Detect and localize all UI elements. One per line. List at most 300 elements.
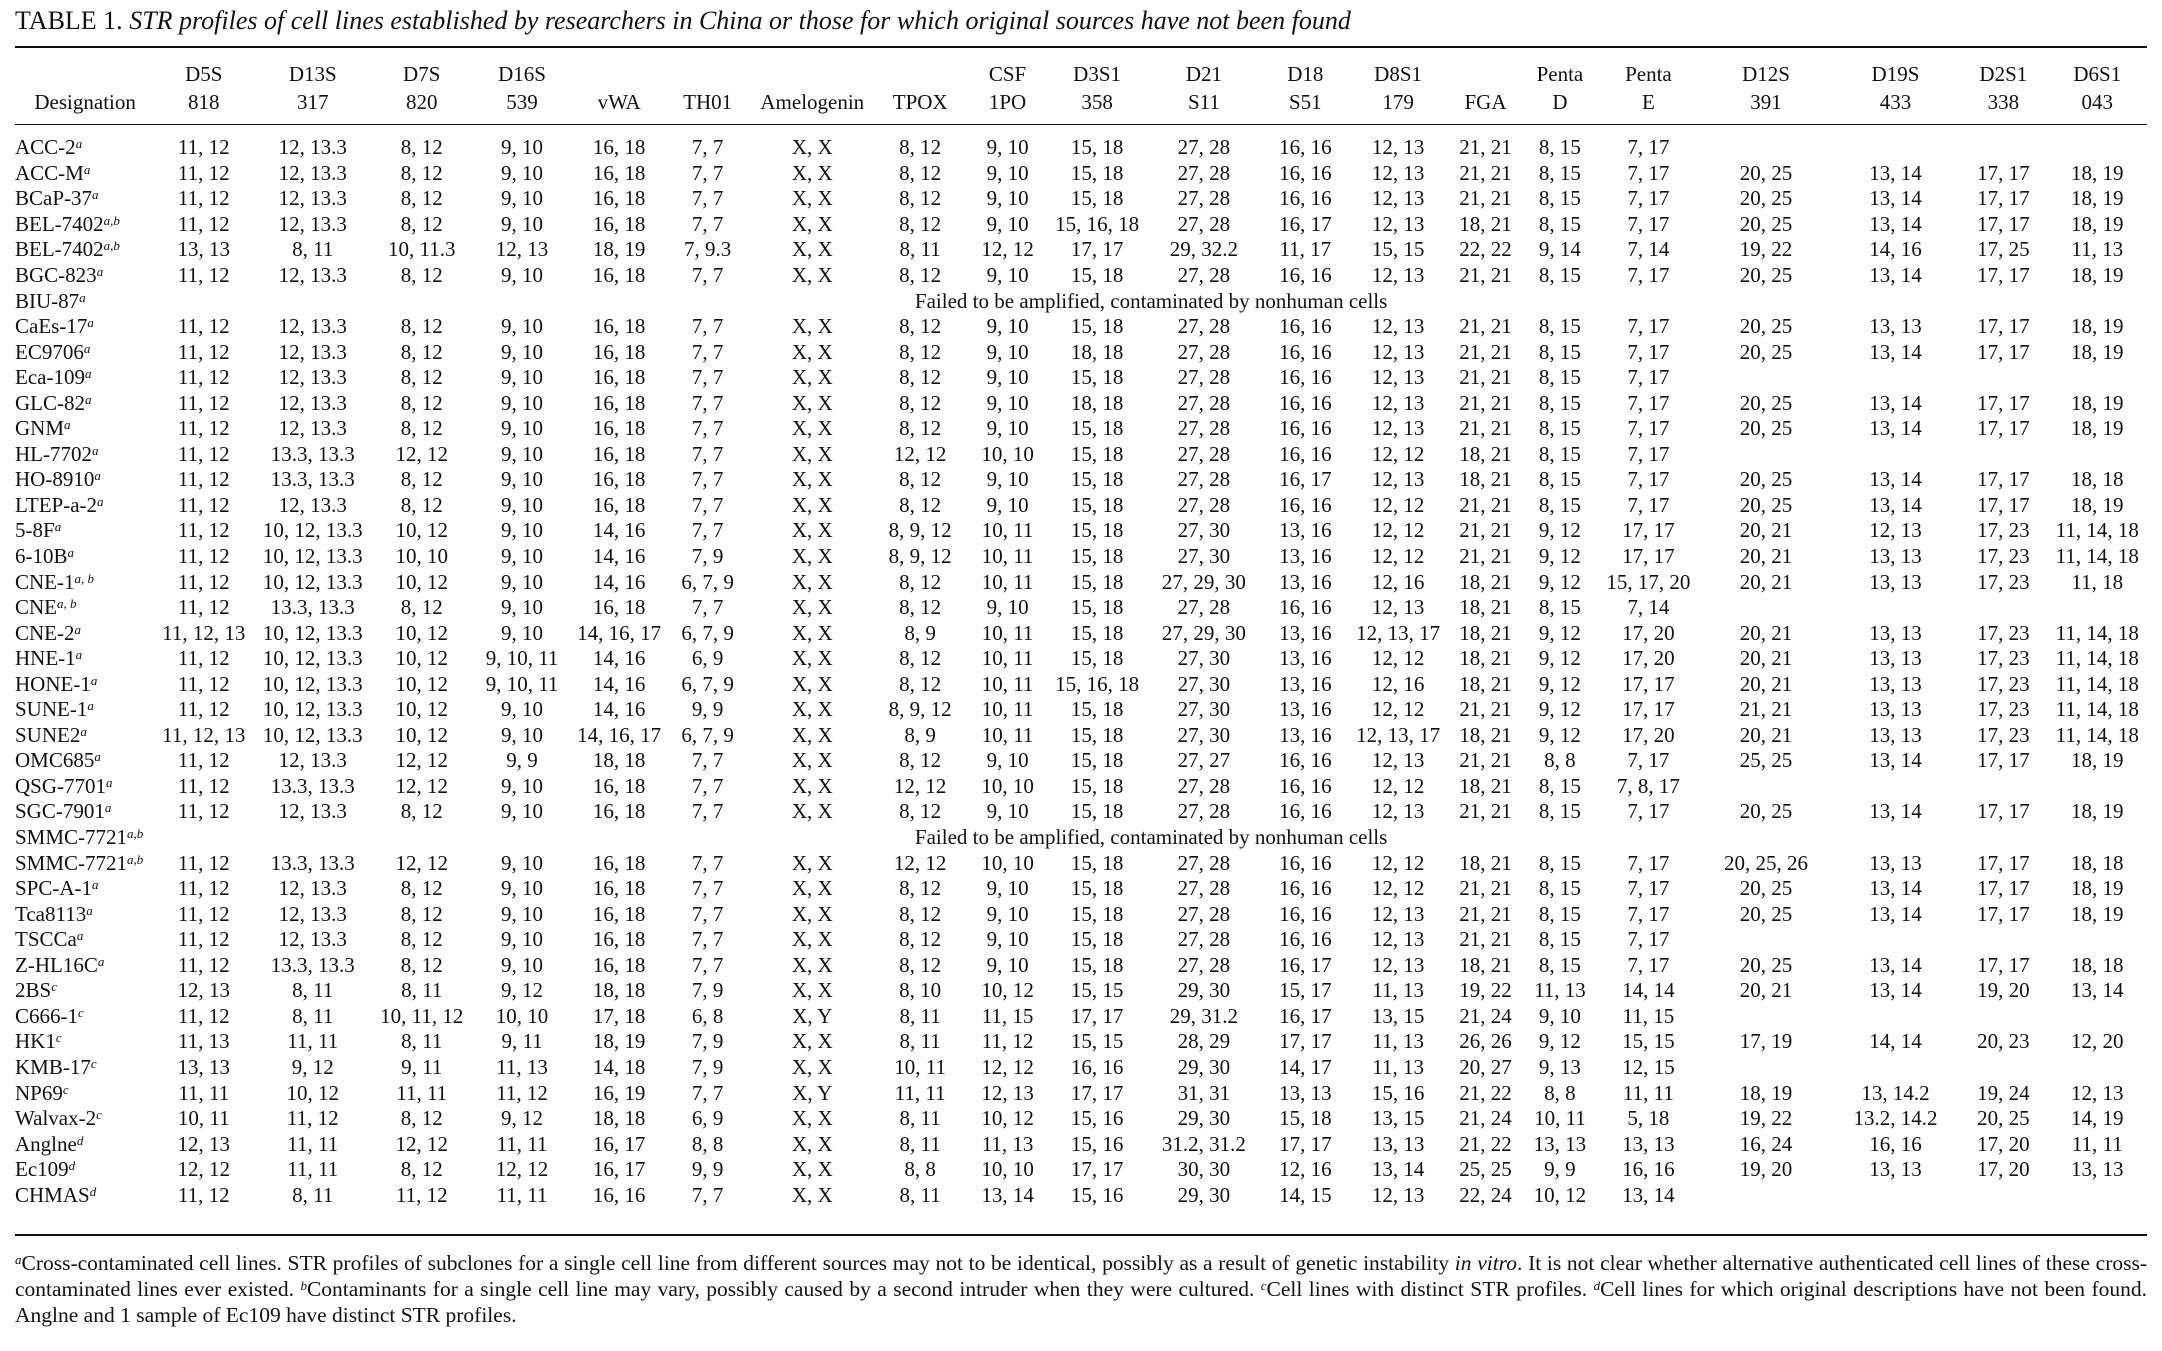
allele-cell: 18, 19: [2071, 211, 2124, 236]
allele-cell: 16, 16: [1279, 850, 1332, 875]
allele-cell: 27, 29, 30: [1161, 569, 1246, 594]
allele-cell: X, X: [791, 697, 833, 722]
designation-name: SMMC-7721: [15, 850, 128, 875]
allele-cell: 20, 25: [1739, 186, 1793, 211]
allele-cell: 11, 14, 18: [2055, 620, 2139, 645]
allele-cell: 29, 30: [1177, 978, 1231, 1003]
cell-designation: [15, 1004, 155, 1030]
allele-cell: 18, 19: [2071, 876, 2124, 901]
column-header-top: D6S1: [2073, 62, 2122, 86]
cell-designation: [15, 416, 155, 442]
allele-cell: 9, 10: [986, 135, 1029, 160]
designation-footnote-mark: d: [76, 1132, 84, 1148]
cell-designation: [15, 876, 155, 902]
allele-cell: 6, 7, 9: [681, 722, 734, 747]
allele-cell: 7, 7: [691, 595, 724, 620]
allele-cell: 15, 18: [1070, 467, 1124, 492]
allele-cell: [2048, 1182, 2147, 1208]
allele-cell: 8, 11: [401, 978, 443, 1003]
allele-cell: 7, 17: [1627, 952, 1670, 977]
designation-footnote-mark: a,b: [127, 826, 144, 842]
allele-cell: 11, 11: [1622, 1080, 1674, 1105]
allele-cell: 11, 12: [395, 1182, 448, 1207]
allele-cell: 7, 7: [691, 390, 724, 415]
column-header-top: Penta: [1625, 62, 1672, 86]
allele-cell: 13, 14: [1869, 211, 1922, 236]
allele-cell: 8, 12: [899, 160, 942, 185]
allele-cell: 17, 17: [1977, 186, 2030, 211]
allele-cell: 18, 21: [1459, 620, 1512, 645]
cell-designation: [15, 544, 155, 570]
column-header-bottom: 043: [2081, 90, 2114, 114]
allele-cell: 29, 30: [1177, 1054, 1231, 1079]
designation-name: HO-8910: [15, 467, 95, 492]
allele-cell: 9, 10: [501, 799, 544, 824]
allele-cell: 19, 20: [1977, 978, 2030, 1003]
allele-cell: 12, 13: [1371, 595, 1425, 620]
allele-cell: [2048, 1055, 2147, 1081]
allele-cell: 12, 13: [1371, 952, 1425, 977]
allele-cell: 8, 11: [899, 1182, 941, 1207]
allele-cell: 27, 28: [1177, 211, 1231, 236]
allele-cell: [1959, 365, 2047, 391]
table-row: [15, 518, 2147, 544]
allele-cell: 8, 15: [1538, 595, 1581, 620]
allele-cell: 16, 17: [592, 1157, 646, 1182]
allele-cell: 16, 16: [1279, 416, 1332, 441]
designation-name: HONE-1: [15, 671, 91, 696]
allele-cell: 9, 10: [501, 263, 544, 287]
allele-cell: 15, 18: [1070, 722, 1124, 747]
column-header: [967, 48, 1049, 125]
allele-cell: 6, 7, 9: [681, 620, 734, 645]
designation-footnote-mark: c: [55, 1030, 62, 1046]
allele-cell: 15, 18: [1279, 1106, 1332, 1131]
allele-cell: 13, 14: [981, 1182, 1034, 1207]
allele-cell: X, X: [791, 1054, 833, 1079]
allele-cell: 16, 16: [1279, 314, 1332, 339]
allele-cell: 27, 28: [1177, 339, 1231, 364]
allele-cell: 16, 16: [1279, 263, 1332, 287]
designation-name: OMC685: [15, 748, 95, 773]
allele-cell: 15, 18: [1070, 901, 1124, 926]
allele-cell: 27, 30: [1177, 646, 1231, 671]
allele-cell: 7, 17: [1627, 876, 1670, 901]
allele-cell: 8, 8: [904, 1157, 936, 1182]
allele-cell: 13, 13: [177, 1054, 231, 1079]
cell-designation: [15, 697, 155, 723]
allele-cell: 15, 16: [1371, 1080, 1425, 1105]
allele-cell: 11, 11: [287, 1029, 339, 1054]
allele-cell: 8, 12: [899, 901, 942, 926]
allele-cell: 10, 11: [981, 646, 1034, 671]
allele-cell: 10, 12, 13.3: [262, 544, 363, 569]
allele-cell: 7, 7: [691, 901, 724, 926]
allele-cell: 10, 12, 13.3: [262, 620, 363, 645]
allele-cell: 16, 17: [592, 1131, 646, 1156]
allele-cell: 17, 17: [1977, 952, 2030, 977]
allele-cell: 27, 28: [1177, 850, 1231, 875]
allele-cell: 11, 12: [177, 901, 230, 926]
column-header-bottom: S51: [1288, 90, 1322, 114]
allele-cell: 15, 18: [1070, 850, 1124, 875]
allele-cell: 12, 13.3: [278, 799, 347, 824]
allele-cell: 7, 17: [1627, 441, 1670, 466]
cell-designation: [15, 595, 155, 621]
allele-cell: 11, 12: [177, 748, 230, 773]
allele-cell: X, X: [791, 901, 833, 926]
allele-cell: 25, 25: [1459, 1157, 1512, 1182]
allele-cell: 11, 11: [178, 1080, 230, 1105]
allele-cell: 17, 23: [1977, 697, 2030, 722]
allele-cell: 16, 18: [592, 799, 646, 824]
allele-cell: 12, 13.3: [278, 901, 347, 926]
allele-cell: 10, 12, 13.3: [262, 646, 363, 671]
designation-footnote-mark: a,b: [127, 851, 144, 867]
allele-cell: 9, 10: [986, 467, 1029, 492]
allele-cell: 12, 12: [495, 1157, 549, 1182]
allele-cell: 11, 13: [1372, 978, 1424, 1003]
allele-cell: 18, 19: [2071, 314, 2124, 339]
allele-cell: 21, 21: [1459, 135, 1512, 160]
footnote-b-mark: b: [300, 1278, 307, 1293]
allele-cell: 12, 13: [1371, 211, 1425, 236]
allele-cell: 12, 13: [1869, 518, 1922, 543]
allele-cell: 27, 28: [1177, 595, 1231, 620]
allele-cell: 7, 7: [691, 492, 724, 517]
allele-cell: 8, 15: [1538, 135, 1581, 160]
allele-cell: 12, 13.3: [278, 492, 347, 517]
cell-designation: [15, 748, 155, 774]
allele-cell: 12, 12: [395, 748, 448, 773]
allele-cell: X, X: [791, 952, 833, 977]
allele-cell: 11, 12: [177, 773, 230, 798]
allele-cell: 11, 12: [981, 1029, 1034, 1054]
allele-cell: [1832, 1182, 1959, 1208]
table-row: [15, 646, 2147, 672]
allele-cell: 21, 21: [1459, 544, 1512, 569]
allele-cell: 10, 12, 13.3: [262, 722, 363, 747]
allele-cell: [1832, 365, 1959, 391]
allele-cell: 16, 16: [592, 1182, 646, 1207]
allele-cell: 9, 10: [501, 416, 544, 441]
cell-designation: [15, 212, 155, 238]
allele-cell: 12, 13.3: [278, 390, 347, 415]
allele-cell: 27, 28: [1177, 901, 1231, 926]
allele-cell: 17, 17: [1977, 263, 2030, 287]
footnote-a-text: Cross-contaminated cell lines. STR profiles of subclones for a single cell line from different sources may not to be identical, possibly as a result of genetic instability: [21, 1251, 1455, 1275]
designation-footnote-mark: a: [85, 391, 92, 407]
designation-footnote-mark: c: [90, 1055, 97, 1071]
designation-footnote-mark: a: [92, 442, 99, 458]
allele-cell: 12, 12: [893, 441, 947, 466]
allele-cell: [1700, 1182, 1832, 1208]
allele-cell: X, X: [791, 416, 833, 441]
column-header-bottom: D: [1552, 90, 1568, 114]
allele-cell: X, X: [791, 186, 833, 211]
allele-cell: 8, 9, 12: [888, 544, 952, 569]
allele-cell: 7, 7: [691, 186, 724, 211]
allele-cell: 7, 17: [1627, 901, 1670, 926]
table-row: [15, 288, 2147, 314]
allele-cell: 21, 21: [1459, 901, 1512, 926]
allele-cell: 9, 10: [986, 416, 1029, 441]
allele-cell: 28, 29: [1177, 1029, 1231, 1054]
allele-cell: 8, 15: [1538, 850, 1581, 875]
designation-footnote-mark: c: [62, 1081, 69, 1097]
allele-cell: 18, 19: [2071, 901, 2124, 926]
allele-cell: 12, 13: [1371, 1182, 1425, 1207]
allele-cell: 14, 16: [1869, 237, 1922, 262]
allele-cell: 20, 27: [1459, 1054, 1512, 1079]
allele-cell: 21, 21: [1459, 748, 1512, 773]
allele-cell: [1832, 1055, 1959, 1081]
allele-cell: 9, 12: [1538, 620, 1581, 645]
allele-cell: 11, 12: [177, 697, 230, 722]
allele-cell: 11, 12: [496, 1080, 548, 1105]
allele-cell: 9, 11: [501, 1029, 543, 1054]
allele-cell: 8, 12: [400, 799, 443, 824]
allele-cell: 11, 12: [177, 569, 230, 594]
allele-cell: 13, 13: [1622, 1131, 1675, 1156]
table-row: [15, 953, 2147, 979]
allele-cell: 11, 12: [177, 646, 230, 671]
allele-cell: 10, 11: [1534, 1106, 1586, 1131]
allele-cell: 16, 16: [1279, 135, 1332, 160]
column-header-top: D19S: [1871, 62, 1920, 86]
cell-designation: [15, 978, 155, 1004]
allele-cell: 14, 16: [592, 671, 646, 696]
column-header-bottom: TH01: [683, 90, 733, 114]
cell-designation: [15, 1055, 155, 1081]
allele-cell: 17, 17: [1977, 901, 2030, 926]
allele-cell: 10, 10: [395, 544, 448, 569]
allele-cell: 11, 11: [496, 1131, 548, 1156]
column-header-top: D16S: [498, 62, 546, 86]
designation-name: QSG-7701: [15, 773, 107, 798]
designation-footnote-mark: a: [92, 877, 99, 893]
table-row: [15, 595, 2147, 621]
allele-cell: 8, 12: [899, 211, 942, 236]
allele-cell: 15, 18: [1070, 927, 1124, 952]
table-row: [15, 1080, 2147, 1106]
table-body: [15, 125, 2147, 1208]
allele-cell: 11, 14, 18: [2055, 518, 2139, 543]
allele-cell: 17, 17: [1977, 416, 2030, 441]
column-header-top: D18: [1287, 62, 1324, 86]
allele-cell: 12, 13.3: [278, 365, 347, 390]
designation-name: Z-HL16C: [15, 952, 98, 977]
allele-cell: 7, 7: [691, 850, 724, 875]
allele-cell: 9, 10: [986, 748, 1029, 773]
allele-cell: 10, 12: [395, 569, 448, 594]
allele-cell: 11, 12: [177, 263, 230, 287]
allele-cell: 27, 29, 30: [1161, 620, 1246, 645]
allele-cell: 15, 18: [1070, 697, 1124, 722]
allele-cell: 15, 18: [1070, 314, 1124, 339]
allele-cell: 9, 10: [986, 799, 1029, 824]
allele-cell: 7, 17: [1627, 160, 1670, 185]
allele-cell: 8, 12: [400, 135, 443, 160]
allele-cell: 16, 16: [1279, 773, 1332, 798]
cell-designation: [15, 723, 155, 749]
allele-cell: 12, 13.3: [278, 160, 347, 185]
allele-cell: 7, 7: [691, 339, 724, 364]
allele-cell: 12, 12: [1371, 441, 1425, 466]
designation-name: NP69: [15, 1080, 63, 1105]
designation-name: TSCCa: [15, 927, 77, 952]
allele-cell: 11, 14, 18: [2055, 722, 2139, 747]
allele-cell: 13, 13: [1869, 569, 1922, 594]
allele-cell: 9, 10: [501, 211, 544, 236]
allele-cell: 11, 12: [177, 314, 230, 339]
allele-cell: [1959, 125, 2047, 161]
cell-designation: [15, 927, 155, 953]
allele-cell: 12, 12: [1371, 646, 1425, 671]
designation-name: CaEs-17: [15, 314, 88, 339]
allele-cell: 20, 25: [1739, 799, 1793, 824]
allele-cell: 15, 18: [1070, 492, 1124, 517]
designation-footnote-mark: a: [83, 340, 91, 356]
cell-designation: [15, 671, 155, 697]
allele-cell: 13, 13: [1869, 620, 1922, 645]
allele-cell: 10, 11: [177, 1106, 230, 1131]
allele-cell: 16, 18: [592, 595, 646, 620]
allele-cell: 27, 28: [1177, 186, 1231, 211]
allele-cell: 9, 10: [501, 135, 544, 160]
allele-cell: 14, 16: [592, 569, 646, 594]
allele-cell: 10, 11: [981, 569, 1034, 594]
allele-cell: 8, 15: [1538, 186, 1581, 211]
column-header-top: [751, 60, 874, 88]
allele-cell: 13, 14: [1869, 799, 1922, 824]
allele-cell: 17, 23: [1977, 544, 2030, 569]
allele-cell: 12, 12: [395, 441, 448, 466]
allele-cell: 13.3, 13.3: [270, 952, 355, 977]
allele-cell: 18, 19: [2071, 748, 2124, 773]
allele-cell: 13, 13: [1869, 850, 1922, 875]
allele-cell: 10, 12, 13.3: [262, 569, 363, 594]
allele-cell: 9, 10: [501, 467, 544, 492]
allele-cell: 17, 23: [1977, 671, 2030, 696]
table-row: [15, 1004, 2147, 1030]
allele-cell: 27, 28: [1177, 416, 1231, 441]
allele-cell: 10, 10: [981, 773, 1034, 798]
column-header-top: D2S1: [1979, 62, 2028, 86]
allele-cell: 13, 16: [1279, 671, 1332, 696]
allele-cell: 6, 8: [691, 1003, 724, 1028]
allele-cell: 8, 12: [400, 1157, 443, 1182]
allele-cell: 7, 7: [691, 416, 724, 441]
allele-cell: 12, 12: [1371, 773, 1425, 798]
allele-cell: 20, 25: [1977, 1106, 2030, 1131]
allele-cell: 12, 16: [1371, 569, 1425, 594]
allele-cell: 8, 15: [1538, 441, 1581, 466]
allele-cell: 12, 13.3: [278, 186, 347, 211]
cell-designation: [15, 339, 155, 365]
allele-cell: 11, 13: [981, 1131, 1034, 1156]
allele-cell: 14, 15: [1279, 1182, 1332, 1207]
allele-cell: 31, 31: [1177, 1080, 1231, 1105]
designation-name: Eca-109: [15, 365, 85, 390]
allele-cell: 18, 19: [592, 237, 646, 262]
column-header-top: D3S1: [1073, 62, 1122, 86]
allele-cell: 8, 12: [899, 186, 942, 211]
allele-cell: 9, 9: [1544, 1157, 1576, 1182]
allele-cell: 11, 14, 18: [2055, 544, 2139, 569]
allele-cell: 8, 12: [400, 595, 443, 620]
table-row: [15, 876, 2147, 902]
allele-cell: X, X: [791, 927, 833, 952]
allele-cell: 17, 18: [592, 1003, 646, 1028]
allele-cell: 12, 12: [395, 773, 448, 798]
table-caption: [15, 6, 1351, 36]
allele-cell: 20, 21: [1739, 544, 1793, 569]
allele-cell: 29, 31.2: [1169, 1003, 1239, 1028]
allele-cell: 7, 7: [691, 160, 724, 185]
allele-cell: 7, 17: [1627, 416, 1670, 441]
allele-cell: [1700, 927, 1832, 953]
allele-cell: 11, 14, 18: [2055, 671, 2139, 696]
allele-cell: 10, 11: [981, 671, 1034, 696]
allele-cell: 12, 12: [177, 1157, 231, 1182]
table-row: [15, 314, 2147, 340]
allele-cell: 7, 17: [1627, 467, 1670, 492]
table-row: [15, 927, 2147, 953]
allele-cell: 11, 12: [177, 339, 230, 364]
allele-cell: 11, 12: [177, 211, 230, 236]
allele-cell: 17, 17: [1622, 544, 1675, 569]
designation-footnote-mark: a: [79, 289, 86, 305]
allele-cell: 16, 16: [1070, 1054, 1124, 1079]
column-header-bottom: 820: [405, 90, 438, 114]
allele-cell: 10, 11.3: [387, 237, 456, 262]
allele-cell: 12, 13: [1371, 314, 1425, 339]
allele-cell: 13, 13: [1869, 722, 1922, 747]
column-header: [1959, 48, 2047, 125]
column-header: [874, 48, 967, 125]
allele-cell: 21, 21: [1459, 492, 1512, 517]
allele-cell: 20, 25: [1739, 211, 1793, 236]
allele-cell: 11, 12: [177, 135, 230, 160]
allele-cell: 8, 15: [1538, 160, 1581, 185]
allele-cell: X, X: [791, 365, 833, 390]
column-header: [373, 48, 470, 125]
allele-cell: 8, 15: [1538, 927, 1581, 952]
allele-cell: 8, 11: [899, 1029, 941, 1054]
allele-cell: 18, 19: [2071, 339, 2124, 364]
column-header-bottom: 818: [188, 90, 220, 114]
designation-name: BCaP-37: [15, 186, 93, 211]
allele-cell: 10, 11: [981, 722, 1034, 747]
allele-cell: 7, 7: [691, 952, 724, 977]
str-profile-table: [15, 46, 2147, 1208]
allele-cell: [2048, 1004, 2147, 1030]
allele-cell: 27, 28: [1177, 467, 1231, 492]
allele-cell: 8, 11: [899, 1003, 941, 1028]
allele-cell: 9, 10: [986, 595, 1029, 620]
allele-cell: 20, 25: [1739, 467, 1793, 492]
table-row: [15, 186, 2147, 212]
table-row: [15, 901, 2147, 927]
allele-cell: 13, 16: [1279, 518, 1332, 543]
allele-cell: 18, 21: [1459, 646, 1512, 671]
allele-cell: 16, 16: [1279, 390, 1332, 415]
column-header: [155, 48, 252, 125]
allele-cell: 10, 11: [894, 1054, 947, 1079]
allele-cell: X, X: [791, 850, 833, 875]
allele-cell: 15, 18: [1070, 876, 1124, 901]
